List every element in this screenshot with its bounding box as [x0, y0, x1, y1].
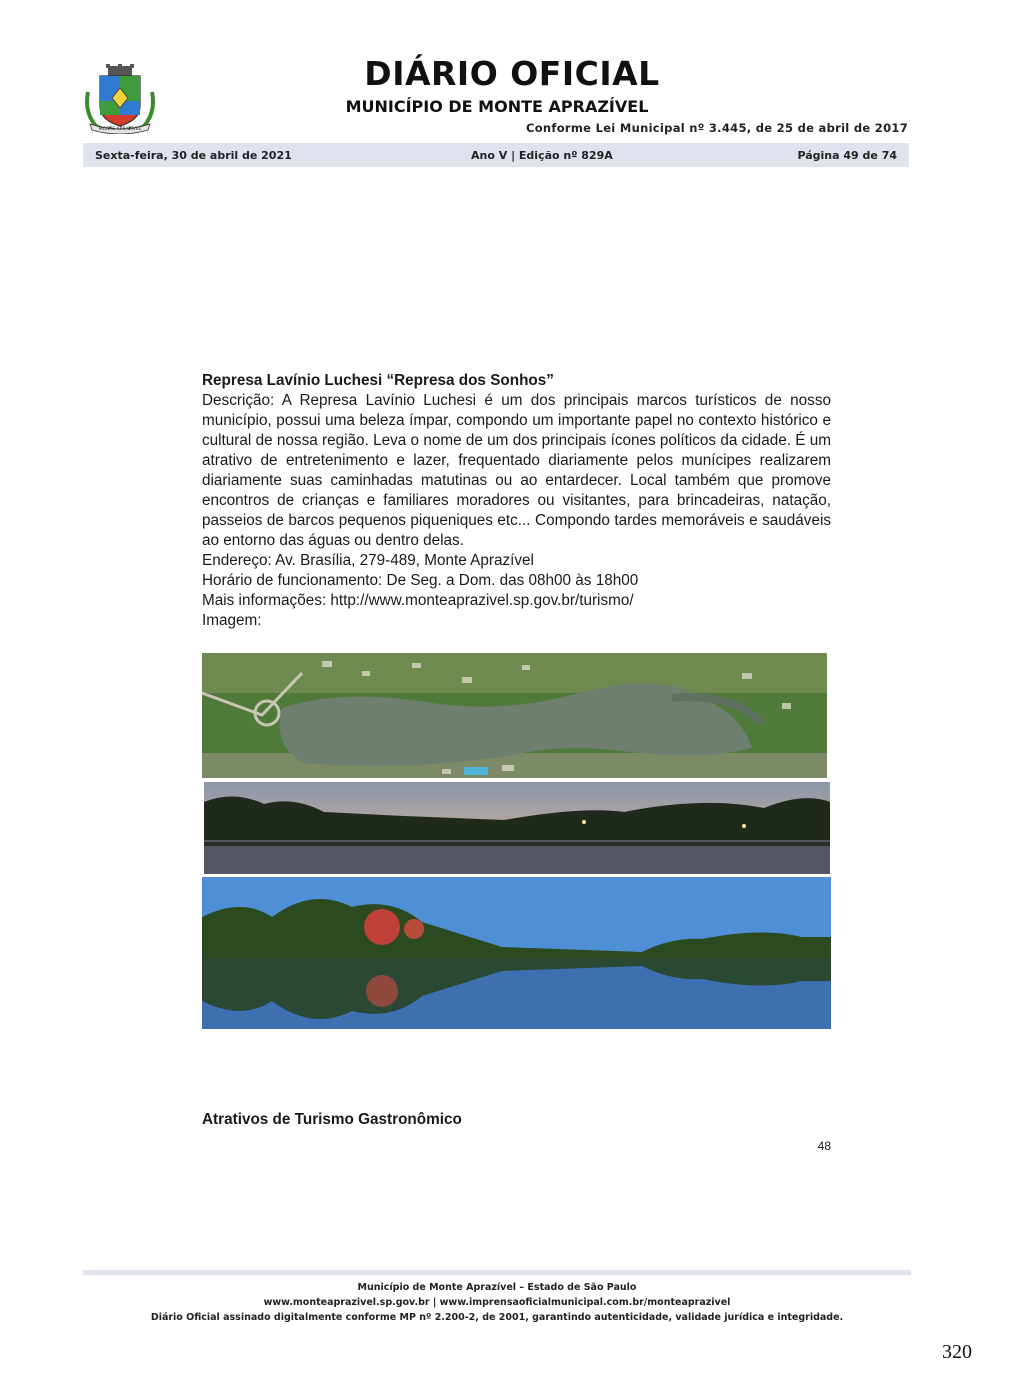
issue-info-bar	[83, 143, 909, 167]
issue-edition: Ano V | Edição nº 829A	[471, 149, 613, 162]
scan-page-number: 320	[942, 1341, 972, 1363]
section-heading: Atrativos de Turismo Gastronômico	[202, 1111, 462, 1128]
law-reference: Conforme Lei Municipal nº 3.445, de 25 de abril de 2017	[525, 121, 908, 135]
article-title: Represa Lavínio Luchesi “Represa dos Sonhos”	[202, 372, 554, 389]
document-page-number: 48	[817, 1139, 831, 1153]
article-image-label: Imagem:	[202, 612, 262, 629]
article-more-info: Mais informações: http://www.monteaprazivel.sp.gov.br/turismo/	[202, 592, 634, 609]
issue-date: Sexta-feira, 30 de abril de 2021	[95, 149, 292, 162]
issue-page: Página 49 de 74	[797, 149, 897, 162]
reservoir-dusk-photo	[204, 782, 830, 874]
newspaper-title: DIÁRIO OFICIAL	[364, 54, 660, 93]
article-hours: Horário de funcionamento: De Seg. a Dom. das 08h00 às 18h00	[202, 572, 639, 589]
footer-signature-notice: Diário Oficial assinado digitalmente conforme MP nº 2.200-2, de 2001, garantindo autenticidade, validade jurídica e integridade.	[150, 1312, 844, 1323]
footer-divider	[83, 1270, 911, 1275]
footer-websites: www.monteaprazivel.sp.gov.br | www.imprensaoficialmunicipal.com.br/monteaprazivel	[263, 1297, 731, 1308]
municipality-name: MUNICÍPIO DE MONTE APRAZÍVEL	[345, 97, 649, 116]
reservoir-reflection-photo	[202, 877, 831, 1029]
footer-municipality: Município de Monte Aprazível – Estado de São Paulo	[357, 1282, 637, 1293]
crest-motto: MONTE APRAZÍVEL	[98, 127, 142, 132]
article-address: Endereço: Av. Brasília, 279-489, Monte Aprazível	[202, 552, 534, 569]
reservoir-aerial-photo	[202, 653, 827, 778]
article-description: Descrição: A Represa Lavínio Luchesi é um dos principais marcos turísticos de nosso município, possui uma beleza ímpar, compondo um importante papel no contexto histórico e cultural de nossa região. Leva o nome de um dos principais ícones políticos da cidade. É um atrativo de entretenimento e lazer, frequentado diariamente pelos munícipes realizarem diariamente suas caminhadas matutinas ou ao entardecer. Local também que promove encontros de crianças e familiares moradores ou visitantes, para brincadeiras, natação, passeios de barcos pequenos piqueniques etc... Compondo tardes memoráveis e saudáveis ao entorno das águas ou dentro delas.	[202, 392, 831, 549]
article	[202, 371, 831, 631]
